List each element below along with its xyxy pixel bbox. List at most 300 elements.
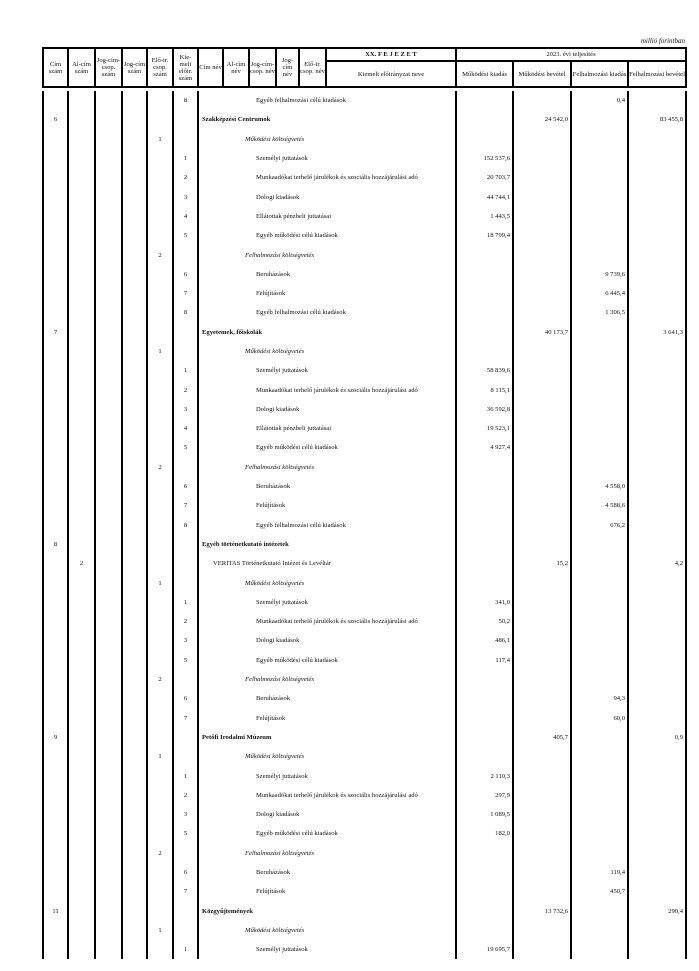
table-header	[42, 47, 687, 88]
alcim-number	[68, 496, 95, 515]
item-name: Működési költségvetés	[198, 130, 456, 149]
kiemelt-number: 1	[173, 766, 198, 785]
item-name: Felújítások	[198, 284, 456, 303]
mukodesi-kiadas	[456, 516, 513, 535]
felhalmozasi-kiadas	[571, 728, 628, 747]
kiemelt-number: 8	[173, 91, 198, 110]
felhalmozasi-bevetel	[628, 380, 686, 399]
felhalmozasi-bevetel	[628, 207, 686, 226]
eloircsop-number	[147, 766, 173, 785]
item-name: Munkaadókat terhelő járulékok és szociális hozzájárulási adó	[198, 612, 456, 631]
item-name: Ellátottak pénzbeli juttatásai	[198, 419, 456, 438]
felhalmozasi-kiadas: 60,0	[571, 709, 628, 728]
mukodesi-kiadas: 1 089,5	[456, 805, 513, 824]
cim-number: 6	[43, 110, 68, 129]
felhalmozasi-kiadas	[571, 766, 628, 785]
mukodesi-bevetel	[513, 882, 571, 901]
item-name: Személyi juttatások	[198, 149, 456, 168]
mukodesi-kiadas	[456, 882, 513, 901]
item-name: Felhalmozási költségvetés	[198, 670, 456, 689]
kiemelt-number: 7	[173, 709, 198, 728]
alcim-number	[68, 766, 95, 785]
felhalmozasi-kiadas	[571, 535, 628, 554]
felhalmozasi-bevetel	[628, 709, 686, 728]
felhalmozasi-bevetel	[628, 438, 686, 457]
cim-number	[43, 747, 68, 766]
felhalmozasi-bevetel	[628, 168, 686, 187]
jogcimcsop-number	[95, 670, 122, 689]
cim-number	[43, 573, 68, 592]
felhalmozasi-bevetel	[628, 342, 686, 361]
table-row	[43, 863, 686, 882]
table-body	[42, 91, 687, 959]
item-name: Felhalmozási költségvetés	[198, 458, 456, 477]
item-name: Egyéb történetkutató intézetek	[198, 535, 456, 554]
table-row	[43, 940, 686, 959]
mukodesi-kiadas: 297,9	[456, 786, 513, 805]
eloircsop-number	[147, 728, 173, 747]
alcim-number	[68, 940, 95, 959]
jogcim-number	[122, 612, 147, 631]
jogcimcsop-number	[95, 342, 122, 361]
cim-number	[43, 91, 68, 110]
jogcimcsop-number	[95, 477, 122, 496]
table-row	[43, 805, 686, 824]
jogcimcsop-number	[95, 91, 122, 110]
mukodesi-kiadas	[456, 303, 513, 322]
kiemelt-number: 7	[173, 882, 198, 901]
mukodesi-kiadas	[456, 901, 513, 920]
table-row	[43, 612, 686, 631]
mukodesi-kiadas	[456, 670, 513, 689]
mukodesi-kiadas	[456, 689, 513, 708]
mukodesi-bevetel	[513, 593, 571, 612]
mukodesi-bevetel	[513, 516, 571, 535]
table-row	[43, 573, 686, 592]
kiemelt-number: 2	[173, 612, 198, 631]
jogcimcsop-number	[95, 805, 122, 824]
jogcim-number	[122, 130, 147, 149]
kiemelt-number: 1	[173, 361, 198, 380]
table-row	[43, 458, 686, 477]
mukodesi-bevetel	[513, 709, 571, 728]
alcim-number	[68, 709, 95, 728]
mukodesi-bevetel	[513, 284, 571, 303]
header-kiemelt-nev: Kiemelt előirányzat neve	[326, 61, 456, 87]
eloircsop-number	[147, 824, 173, 843]
jogcimcsop-number	[95, 882, 122, 901]
kiemelt-number	[173, 728, 198, 747]
mukodesi-kiadas	[456, 342, 513, 361]
felhalmozasi-bevetel	[628, 284, 686, 303]
jogcimcsop-number	[95, 458, 122, 477]
item-name: Dologi kiadások	[198, 187, 456, 206]
jogcim-number	[122, 419, 147, 438]
cim-number	[43, 187, 68, 206]
table-row	[43, 226, 686, 245]
alcim-number	[68, 110, 95, 129]
jogcim-number	[122, 284, 147, 303]
cim-number: 9	[43, 728, 68, 747]
mukodesi-bevetel	[513, 631, 571, 650]
eloircsop-number: 1	[147, 342, 173, 361]
alcim-number	[68, 400, 95, 419]
eloircsop-number	[147, 187, 173, 206]
jogcimcsop-number	[95, 535, 122, 554]
eloircsop-number	[147, 612, 173, 631]
felhalmozasi-kiadas	[571, 187, 628, 206]
table-row	[43, 728, 686, 747]
mukodesi-bevetel	[513, 921, 571, 940]
jogcim-number	[122, 631, 147, 650]
felhalmozasi-kiadas	[571, 824, 628, 843]
felhalmozasi-bevetel	[628, 593, 686, 612]
cim-number	[43, 458, 68, 477]
cim-number: 8	[43, 535, 68, 554]
cim-number	[43, 516, 68, 535]
kiemelt-number: 1	[173, 593, 198, 612]
eloircsop-number	[147, 226, 173, 245]
cim-number	[43, 361, 68, 380]
felhalmozasi-kiadas	[571, 573, 628, 592]
item-name: Munkaadókat terhelő járulékok és szociális hozzájárulási adó	[198, 168, 456, 187]
eloircsop-number	[147, 265, 173, 284]
header-jogcim-szam: Jog-cím szám	[122, 48, 147, 87]
felhalmozasi-kiadas	[571, 207, 628, 226]
alcim-number	[68, 207, 95, 226]
felhalmozasi-bevetel	[628, 149, 686, 168]
felhalmozasi-bevetel: 290,4	[628, 901, 686, 920]
table-row	[43, 361, 686, 380]
felhalmozasi-kiadas	[571, 361, 628, 380]
item-name: Egyéb felhalmozási célú kiadások	[198, 516, 456, 535]
jogcim-number	[122, 438, 147, 457]
header-cim-nev: Cím név	[198, 48, 223, 87]
mukodesi-bevetel	[513, 400, 571, 419]
alcim-number	[68, 342, 95, 361]
mukodesi-bevetel	[513, 689, 571, 708]
jogcim-number	[122, 187, 147, 206]
felhalmozasi-bevetel	[628, 130, 686, 149]
mukodesi-bevetel	[513, 940, 571, 959]
eloircsop-number	[147, 516, 173, 535]
alcim-number: 2	[68, 554, 95, 573]
kiemelt-number: 5	[173, 438, 198, 457]
eloircsop-number	[147, 882, 173, 901]
eloircsop-number	[147, 709, 173, 728]
eloircsop-number	[147, 419, 173, 438]
felhalmozasi-kiadas	[571, 168, 628, 187]
alcim-number	[68, 844, 95, 863]
kiemelt-number: 5	[173, 651, 198, 670]
kiemelt-number: 7	[173, 284, 198, 303]
mukodesi-bevetel	[513, 458, 571, 477]
alcim-number	[68, 187, 95, 206]
table-row	[43, 901, 686, 920]
mukodesi-kiadas	[456, 747, 513, 766]
kiemelt-number	[173, 670, 198, 689]
cim-number	[43, 844, 68, 863]
kiemelt-number	[173, 573, 198, 592]
mukodesi-kiadas	[456, 245, 513, 264]
alcim-number	[68, 535, 95, 554]
jogcim-number	[122, 458, 147, 477]
header-alcim-szam: Al-cím szám	[68, 48, 95, 87]
eloircsop-number	[147, 110, 173, 129]
cim-number	[43, 689, 68, 708]
jogcimcsop-number	[95, 728, 122, 747]
alcim-number	[68, 670, 95, 689]
header-eloircsop-szam: Elő-ir. csop. szám	[147, 48, 173, 87]
kiemelt-number	[173, 245, 198, 264]
eloircsop-number	[147, 323, 173, 342]
header-mukodesi-bevetel: Működési bevétel	[513, 61, 571, 87]
mukodesi-bevetel: 40 173,7	[513, 323, 571, 342]
kiemelt-number: 2	[173, 168, 198, 187]
mukodesi-bevetel	[513, 844, 571, 863]
cim-number	[43, 940, 68, 959]
felhalmozasi-bevetel: 83 455,8	[628, 110, 686, 129]
mukodesi-kiadas	[456, 91, 513, 110]
cim-number: 7	[43, 323, 68, 342]
alcim-number	[68, 438, 95, 457]
alcim-number	[68, 573, 95, 592]
mukodesi-bevetel	[513, 361, 571, 380]
jogcimcsop-number	[95, 187, 122, 206]
jogcim-number	[122, 477, 147, 496]
jogcim-number	[122, 380, 147, 399]
alcim-number	[68, 323, 95, 342]
kiemelt-number	[173, 342, 198, 361]
table-row	[43, 438, 686, 457]
eloircsop-number	[147, 477, 173, 496]
jogcimcsop-number	[95, 323, 122, 342]
felhalmozasi-kiadas	[571, 438, 628, 457]
cim-number	[43, 921, 68, 940]
jogcim-number	[122, 91, 147, 110]
cim-number	[43, 496, 68, 515]
jogcimcsop-number	[95, 863, 122, 882]
mukodesi-bevetel	[513, 149, 571, 168]
jogcim-number	[122, 651, 147, 670]
table-row	[43, 766, 686, 785]
mukodesi-kiadas: 152 537,6	[456, 149, 513, 168]
table-row	[43, 516, 686, 535]
jogcimcsop-number	[95, 380, 122, 399]
mukodesi-bevetel: 24 542,0	[513, 110, 571, 129]
eloircsop-number: 2	[147, 670, 173, 689]
item-name: Személyi juttatások	[198, 593, 456, 612]
item-name: Egyéb felhalmozási célú kiadások	[198, 91, 456, 110]
item-name: Felújítások	[198, 496, 456, 515]
cim-number	[43, 709, 68, 728]
kiemelt-number: 6	[173, 689, 198, 708]
jogcimcsop-number	[95, 921, 122, 940]
eloircsop-number	[147, 805, 173, 824]
kiemelt-number: 1	[173, 149, 198, 168]
jogcimcsop-number	[95, 110, 122, 129]
table-row	[43, 130, 686, 149]
table-row	[43, 554, 686, 573]
jogcim-number	[122, 844, 147, 863]
table-row	[43, 786, 686, 805]
eloircsop-number	[147, 400, 173, 419]
jogcim-number	[122, 863, 147, 882]
item-name: Személyi juttatások	[198, 766, 456, 785]
jogcim-number	[122, 882, 147, 901]
eloircsop-number	[147, 901, 173, 920]
alcim-number	[68, 458, 95, 477]
mukodesi-kiadas	[456, 921, 513, 940]
jogcim-number	[122, 689, 147, 708]
jogcimcsop-number	[95, 496, 122, 515]
mukodesi-kiadas	[456, 110, 513, 129]
mukodesi-bevetel: 15,2	[513, 554, 571, 573]
table-row	[43, 284, 686, 303]
item-name: Felhalmozási költségvetés	[198, 844, 456, 863]
kiemelt-number	[173, 554, 198, 573]
jogcim-number	[122, 593, 147, 612]
felhalmozasi-kiadas	[571, 400, 628, 419]
eloircsop-number	[147, 168, 173, 187]
felhalmozasi-kiadas	[571, 805, 628, 824]
mukodesi-kiadas: 117,4	[456, 651, 513, 670]
cim-number	[43, 824, 68, 843]
eloircsop-number	[147, 380, 173, 399]
jogcimcsop-number	[95, 747, 122, 766]
mukodesi-kiadas: 486,1	[456, 631, 513, 650]
table-row	[43, 882, 686, 901]
kiemelt-number	[173, 110, 198, 129]
felhalmozasi-kiadas	[571, 458, 628, 477]
jogcimcsop-number	[95, 940, 122, 959]
mukodesi-kiadas	[456, 477, 513, 496]
jogcim-number	[122, 323, 147, 342]
jogcim-number	[122, 245, 147, 264]
felhalmozasi-kiadas	[571, 901, 628, 920]
table-row	[43, 207, 686, 226]
item-name: Közgyűjtemények	[198, 901, 456, 920]
felhalmozasi-bevetel	[628, 863, 686, 882]
mukodesi-kiadas	[456, 323, 513, 342]
kiemelt-number: 4	[173, 419, 198, 438]
felhalmozasi-kiadas	[571, 130, 628, 149]
felhalmozasi-bevetel	[628, 766, 686, 785]
alcim-number	[68, 149, 95, 168]
item-name: Egyéb felhalmozási célú kiadások	[198, 303, 456, 322]
item-name: Szakképzési Centrumok	[198, 110, 456, 129]
mukodesi-kiadas: 18 799,4	[456, 226, 513, 245]
felhalmozasi-bevetel	[628, 573, 686, 592]
jogcimcsop-number	[95, 168, 122, 187]
kiemelt-number	[173, 458, 198, 477]
cim-number	[43, 265, 68, 284]
felhalmozasi-kiadas: 1 306,5	[571, 303, 628, 322]
alcim-number	[68, 747, 95, 766]
item-name: Működési költségvetés	[198, 573, 456, 592]
kiemelt-number: 6	[173, 265, 198, 284]
felhalmozasi-bevetel	[628, 824, 686, 843]
period-header: 2023. évi teljesítés	[456, 48, 686, 61]
felhalmozasi-bevetel	[628, 689, 686, 708]
mukodesi-kiadas: 58 839,6	[456, 361, 513, 380]
mukodesi-kiadas	[456, 709, 513, 728]
jogcimcsop-number	[95, 824, 122, 843]
table-row	[43, 689, 686, 708]
table-row	[43, 168, 686, 187]
item-name: Beruházások	[198, 689, 456, 708]
table-row	[43, 496, 686, 515]
header-jogcimcsop-nev: Jog-cím-csop. név	[249, 48, 276, 87]
felhalmozasi-bevetel	[628, 516, 686, 535]
alcim-number	[68, 882, 95, 901]
table-row	[43, 593, 686, 612]
felhalmozasi-bevetel	[628, 670, 686, 689]
felhalmozasi-bevetel	[628, 187, 686, 206]
felhalmozasi-kiadas	[571, 747, 628, 766]
eloircsop-number	[147, 940, 173, 959]
eloircsop-number	[147, 593, 173, 612]
jogcimcsop-number	[95, 612, 122, 631]
eloircsop-number	[147, 535, 173, 554]
kiemelt-number: 2	[173, 380, 198, 399]
mukodesi-bevetel	[513, 303, 571, 322]
header-felhalmozasi-bevetel: Felhalmozási bevétel	[628, 61, 686, 87]
cim-number	[43, 400, 68, 419]
jogcimcsop-number	[95, 651, 122, 670]
kiemelt-number	[173, 323, 198, 342]
alcim-number	[68, 728, 95, 747]
mukodesi-kiadas	[456, 863, 513, 882]
jogcim-number	[122, 265, 147, 284]
item-name: Dologi kiadások	[198, 631, 456, 650]
jogcim-number	[122, 535, 147, 554]
jogcimcsop-number	[95, 361, 122, 380]
cim-number	[43, 245, 68, 264]
mukodesi-bevetel	[513, 380, 571, 399]
jogcimcsop-number	[95, 245, 122, 264]
jogcim-number	[122, 168, 147, 187]
alcim-number	[68, 593, 95, 612]
jogcim-number	[122, 921, 147, 940]
jogcimcsop-number	[95, 844, 122, 863]
alcim-number	[68, 863, 95, 882]
mukodesi-bevetel	[513, 226, 571, 245]
eloircsop-number	[147, 651, 173, 670]
eloircsop-number: 2	[147, 245, 173, 264]
felhalmozasi-bevetel	[628, 419, 686, 438]
eloircsop-number: 1	[147, 747, 173, 766]
table-row	[43, 709, 686, 728]
cim-number	[43, 805, 68, 824]
cim-number	[43, 284, 68, 303]
jogcimcsop-number	[95, 130, 122, 149]
mukodesi-bevetel	[513, 651, 571, 670]
eloircsop-number	[147, 496, 173, 515]
item-name: Személyi juttatások	[198, 361, 456, 380]
felhalmozasi-kiadas: 0,4	[571, 91, 628, 110]
cim-number	[43, 380, 68, 399]
mukodesi-kiadas	[456, 458, 513, 477]
alcim-number	[68, 921, 95, 940]
mukodesi-kiadas	[456, 728, 513, 747]
felhalmozasi-kiadas	[571, 419, 628, 438]
table-row	[43, 91, 686, 110]
mukodesi-bevetel	[513, 496, 571, 515]
eloircsop-number	[147, 207, 173, 226]
item-name: VERITAS Történetkutató Intézet és Levéltár	[198, 554, 456, 573]
jogcimcsop-number	[95, 438, 122, 457]
